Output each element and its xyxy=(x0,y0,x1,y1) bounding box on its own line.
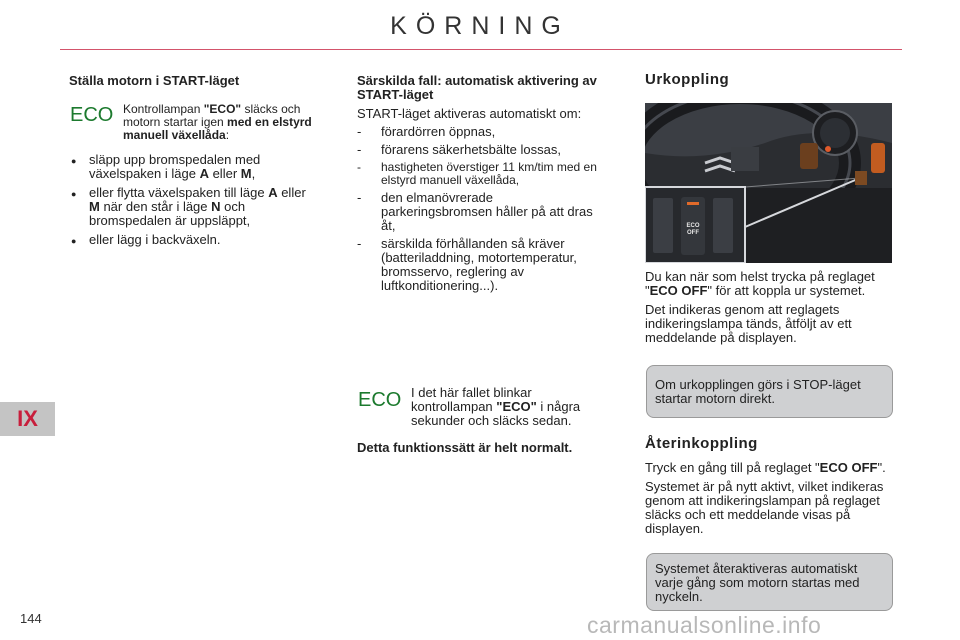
list-item: - förardörren öppnas, xyxy=(357,125,603,139)
eco-indicator-icon: ECO xyxy=(358,389,402,411)
normal-note: Detta funktionssätt är helt normalt. xyxy=(357,440,573,455)
list-item: - förarens säkerhetsbälte lossas, xyxy=(357,143,603,157)
list-item: ● eller lägg i backväxeln. xyxy=(69,233,317,247)
paragraph: Systemet är på nytt aktivt, vilket indikeras genom att indikeringslampan på reglaget släcks och ett meddelande visas på displayen. xyxy=(645,479,884,536)
list-item: ● släpp upp bromspedalen med växelspaken i läge A eller M, xyxy=(69,153,317,181)
start-bullets xyxy=(69,153,317,252)
watermark: carmanualsonline.info xyxy=(587,612,822,638)
list-item: ● eller flytta växelspaken till läge A eller M när den står i läge N och bromspedalen är uppsläppt, xyxy=(69,186,317,228)
intro-eco: "ECO" xyxy=(203,102,242,116)
reconnect-section xyxy=(645,437,892,536)
paragraph: Tryck en gång till på reglaget "ECO OFF". xyxy=(645,460,886,475)
column-start-mode xyxy=(69,74,317,88)
dashboard-illustration xyxy=(645,103,892,263)
column-special-cases xyxy=(357,74,603,297)
section-heading: Ställa motorn i START-läget xyxy=(69,73,240,88)
eco-intro xyxy=(123,103,317,142)
intro-text: Kontrollampan xyxy=(123,102,204,116)
paragraph: Det indikeras genom att reglagets indikeringslampa tänds, åtföljt av ett meddelande på displayen. xyxy=(645,302,852,345)
special-intro: START-läget aktiveras automatiskt om: xyxy=(357,106,582,121)
note-key-start: Systemet återaktiveras automatiskt varje gång som motorn startas med nyckeln. xyxy=(646,553,893,611)
page-title: KÖRNING xyxy=(390,12,570,40)
section-heading: Särskilda fall: automatisk aktivering av START-läget xyxy=(357,73,597,102)
list-item: - särskilda förhållanden så kräver (batteriladdning, motortemperatur, bromsservo, reglering av luftkonditionering...). xyxy=(357,237,603,293)
column-disconnect xyxy=(645,73,892,87)
note-stop-mode: Om urkopplingen görs i STOP-läget startar motorn direkt. xyxy=(646,365,893,418)
disconnect-text xyxy=(645,270,892,345)
chapter-tab: IX xyxy=(0,402,55,436)
section-heading: Återinkoppling xyxy=(645,435,758,452)
page-number: 144 xyxy=(20,611,42,626)
blink-note: I det här fallet blinkar kontrollampan "ECO" i några sekunder och släcks sedan. xyxy=(411,385,581,428)
intro-gearbox: med en elstyrd manuell växellåda xyxy=(123,115,312,142)
paragraph: Du kan när som helst trycka på reglaget "ECO OFF" för att koppla ur systemet. xyxy=(645,269,875,298)
list-item: - hastigheten överstiger 11 km/tim med en elstyrd manuell växellåda, xyxy=(357,161,603,187)
eco-off-label: ECO OFF xyxy=(686,223,700,236)
intro-text: : xyxy=(225,128,230,142)
intro-text: släcks och motorn startar igen xyxy=(123,102,301,129)
eco-indicator-icon: ECO xyxy=(70,104,114,126)
dashboard-photo xyxy=(645,103,892,263)
list-item: - den elmanövrerade parkeringsbromsen håller på att dras åt, xyxy=(357,191,603,233)
title-divider xyxy=(60,49,902,50)
section-heading: Urkoppling xyxy=(645,71,730,88)
